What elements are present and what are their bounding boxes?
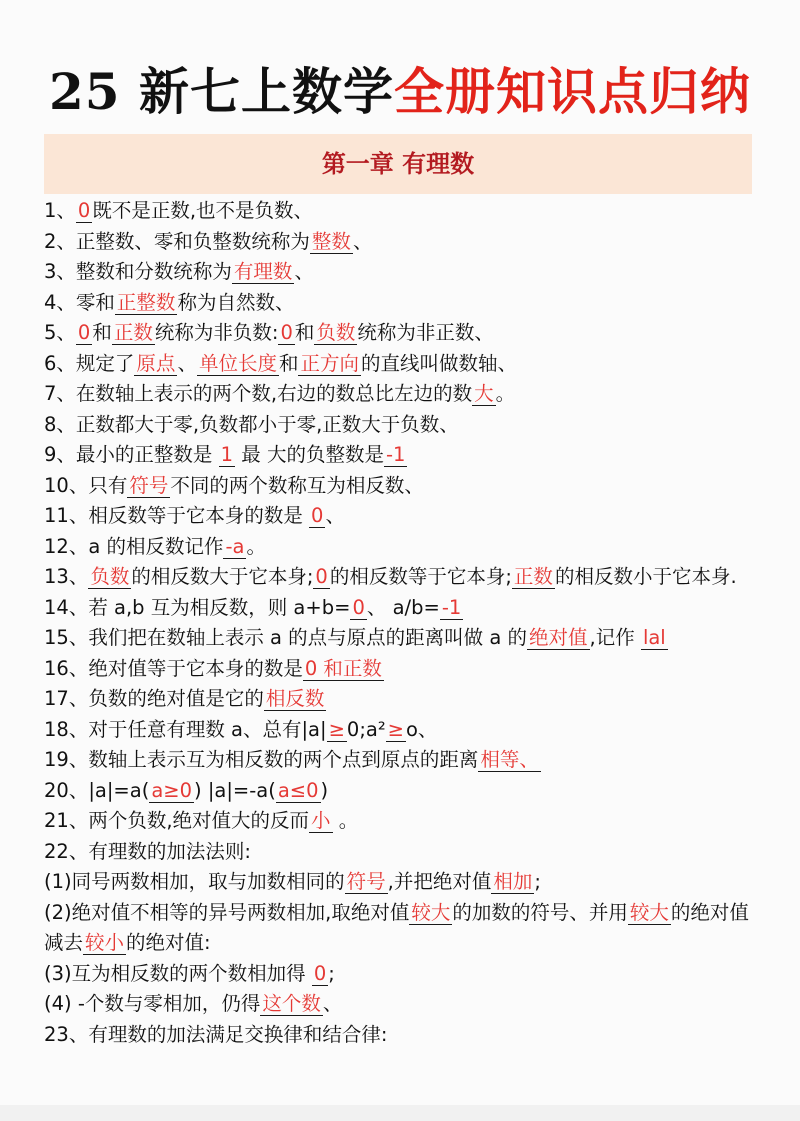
answer: 0 — [311, 504, 324, 527]
answer: 较大 — [411, 900, 451, 924]
item-6: 6、规定了 原点 、 单位长度 和 正方向 的直线叫做数轴、 — [44, 351, 518, 375]
answer: 0 和正数 — [304, 656, 382, 680]
answer: 较小 — [85, 931, 125, 954]
item-11: 11、相反数等于它本身的数是 0 、 — [44, 504, 345, 527]
page-title — [0, 52, 800, 132]
item-12: 12、a 的相反数记作 -a 。 — [44, 534, 266, 558]
answer: 相反数 — [265, 687, 325, 710]
answer: ≥ — [387, 717, 404, 741]
chapter-title: 第一章 有理数 — [321, 149, 475, 178]
answer: 整数 — [311, 229, 351, 253]
answer: -1 — [385, 443, 406, 466]
answer: 0 — [77, 321, 91, 344]
answer: a≤0 — [277, 778, 319, 802]
answer: 大 — [474, 382, 494, 405]
item-22-4: (4) -个数与零相加，仍得 这个数 、 — [44, 992, 343, 1015]
item-17: 17、负数的绝对值是它的 相反数 — [44, 687, 325, 710]
bottom-strip — [0, 1105, 800, 1121]
answer: 有理数 — [233, 260, 293, 283]
answer: 单位长度 — [198, 351, 277, 375]
item-21: 21、两个负数,绝对值大的反而 小 。 — [44, 809, 359, 832]
item-8: 8、正数都大于零,负数都小于零,正数大于负数、 — [44, 412, 459, 436]
answer: 原点 — [136, 351, 176, 375]
item-22-2: (2)绝对值不相等的异号两数相加,取绝对值 较大 的加数的符号、并用 较大 的绝对值减去 较小 的绝对值: — [44, 900, 749, 954]
item-20: 20、|a|=a( a≥0 ) |a|=-a( a≤0 ) — [44, 778, 329, 802]
item-16: 16、绝对值等于它本身的数是 0 和正数 — [44, 656, 382, 680]
answer: 0 — [77, 199, 91, 222]
item-22-3: (3)互为相反数的两个数相加得 0 ; — [44, 961, 335, 985]
item-10: 10、只有 符号 不同的两个数称互为相反数、 — [44, 473, 424, 497]
item-1: 1、 0 既不是正数,也不是负数、 — [44, 199, 314, 222]
item-22-1: (1)同号两数相加，取与加数相同的 符号 ,并把绝对值 相加 ; — [44, 870, 541, 893]
item-22: 22、有理数的加法法则: — [44, 839, 251, 863]
answer: 0 — [280, 321, 293, 344]
answer: 相等、 — [480, 748, 539, 771]
knowledge-list — [44, 196, 760, 1050]
answer: 0 — [315, 565, 328, 588]
item-7: 7、在数轴上表示的两个数,右边的数总比左边的数 大 。 — [44, 382, 516, 405]
item-19: 19、数轴上表示互为相反数的两个点到原点的距离 相等、 — [44, 748, 539, 771]
title-red: 全册知识点归纳 — [394, 62, 751, 121]
answer: 0 — [313, 961, 327, 985]
item-9: 9、最小的正整数是 1 最 大的负整数是 -1 — [44, 443, 406, 466]
answer: 相加 — [493, 870, 533, 893]
answer: ≥ — [328, 717, 345, 741]
item-4: 4、零和 正整数 称为自然数、 — [44, 290, 295, 314]
item-14: 14、若 a,b 互为相反数，则 a+b= 0 、 a/b= -1 — [44, 595, 462, 619]
answer: 正方向 — [300, 351, 359, 375]
answer: 正数 — [113, 321, 153, 344]
item-23: 23、有理数的加法满足交换律和结合律: — [44, 1022, 388, 1046]
item-18: 18、对于任意有理数 a、总有|a| ≥ 0;a² ≥ o、 — [44, 717, 438, 741]
answer: a≥0 — [151, 778, 193, 802]
answer: 这个数 — [262, 992, 321, 1015]
answer: 较大 — [629, 900, 669, 924]
chapter-header — [44, 134, 752, 194]
answer: 符号 — [346, 870, 386, 893]
answer: 正数 — [513, 565, 553, 588]
title-black: 25 新七上数学 — [49, 62, 394, 121]
item-15: 15、我们把在数轴上表示 a 的点与原点的距离叫做 a 的 绝对值 ,记作 lal — [44, 626, 666, 649]
answer: -a — [225, 534, 245, 558]
item-13: 13、 负数 的相反数大于它本身; 0 的相反数等于它本身; 正数 的相反数小于它本身. — [44, 565, 737, 588]
answer: 1 — [220, 443, 234, 466]
answer: lal — [642, 626, 666, 649]
answer: 正整数 — [116, 290, 176, 314]
answer: -1 — [441, 595, 462, 619]
answer: 负数 — [90, 565, 130, 588]
answer: 0 — [352, 595, 365, 619]
answer: 负数 — [316, 321, 356, 344]
answer: 小 — [311, 809, 331, 832]
answer: 符号 — [129, 473, 169, 497]
answer: 绝对值 — [529, 626, 588, 649]
item-5: 5、 0 和 正数 统称为非负数: 0 和 负数 统称为非正数、 — [44, 321, 494, 344]
item-3: 3、整数和分数统称为 有理数 、 — [44, 260, 314, 283]
item-2: 2、正整数、零和负整数统称为 整数 、 — [44, 229, 373, 253]
